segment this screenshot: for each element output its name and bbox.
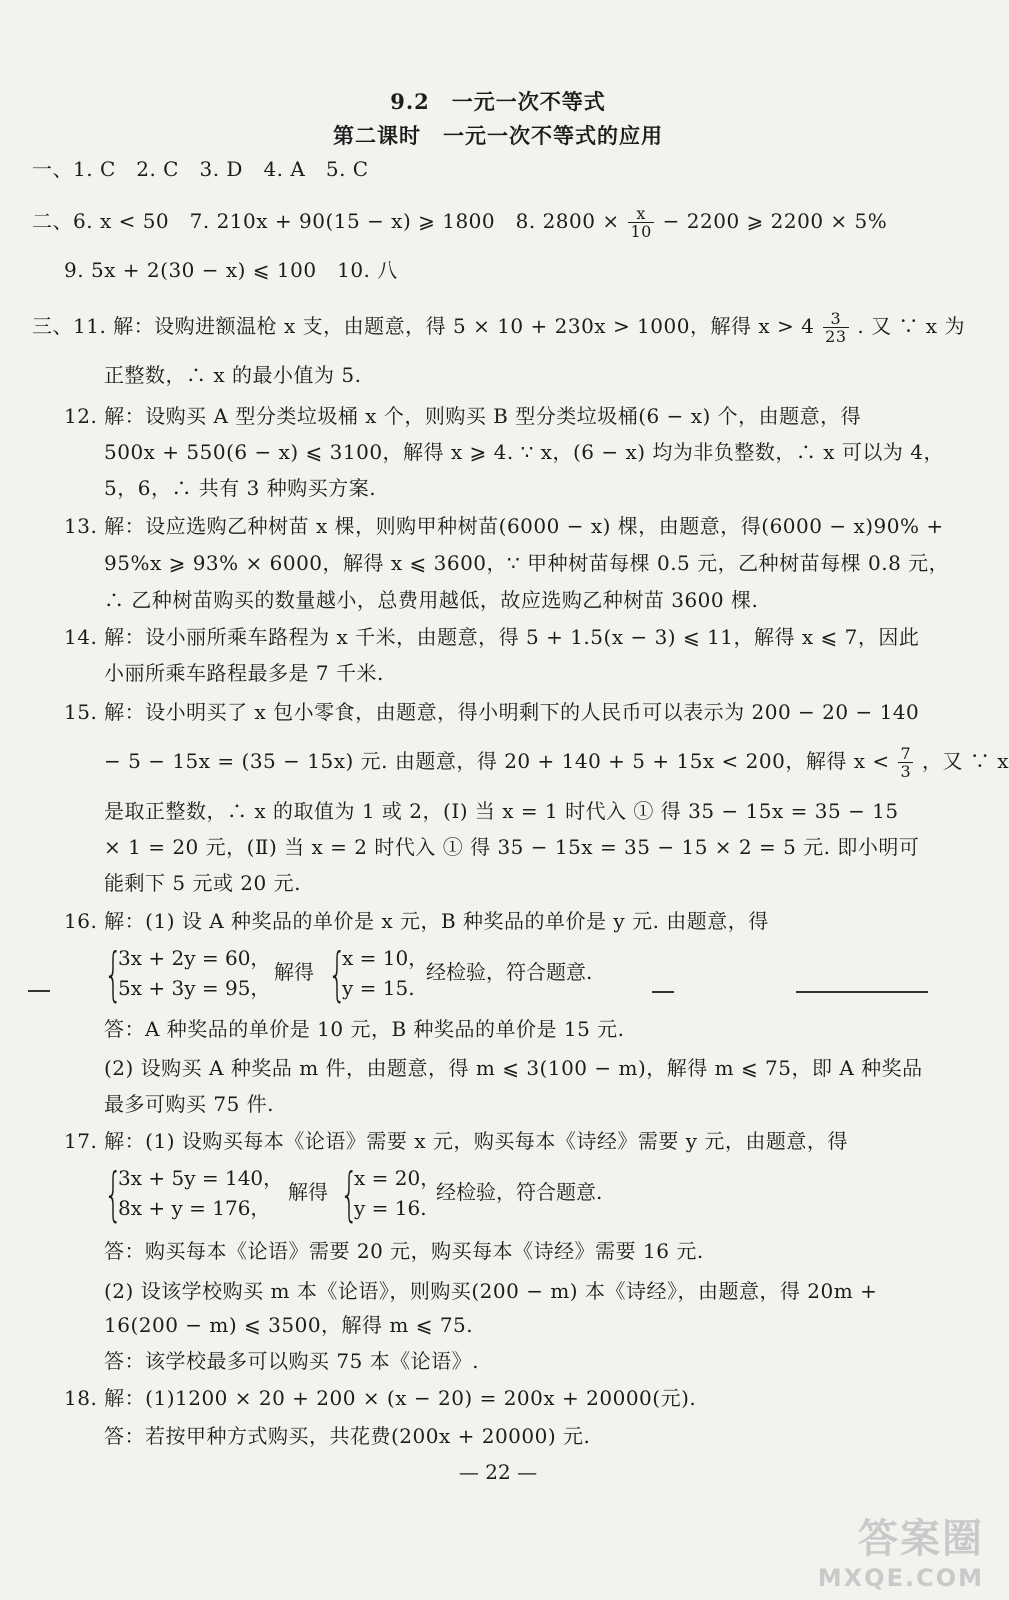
fraction-denominator: 10 xyxy=(630,222,652,241)
q17-answer-1: 答：购买每本《论语》需要 20 元，购买每本《诗经》需要 16 元. xyxy=(104,1239,704,1263)
q15-line-a: 15. 解：设小明买了 x 包小零食，由题意，得小明剩下的人民币可以表示为 200 − 20 − 140 xyxy=(64,700,920,724)
lesson-title: 第二课时 一元一次不等式的应用 xyxy=(333,123,663,148)
left-brace: { xyxy=(104,1160,123,1228)
q11-line-a xyxy=(32,310,965,345)
q17-part2-line-a: (2) 设该学校购买 m 本《论语》，则购买(200 − m) 本《诗经》，由题意，得 20m + xyxy=(104,1279,878,1303)
fraction-denominator: 23 xyxy=(825,327,847,346)
left-brace: { xyxy=(340,1160,359,1228)
fraction-denominator: 3 xyxy=(900,762,912,781)
q17-equation-system xyxy=(104,1160,664,1228)
q16-equation-1: 3x + 2y = 60， xyxy=(118,946,271,970)
q12-line-b: 500x + 550(6 − x) ⩽ 3100，解得 x ⩾ 4. ∵ x，(6 − x) 均为非负整数，∴ x 可以为 4， xyxy=(104,440,944,464)
q17-system-given xyxy=(118,1163,283,1223)
q11-line-a-pre: 三、11. 解：设购进额温枪 x 支，由题意，得 5 × 10 + 230x > 1000，解得 x > 4 xyxy=(32,314,815,338)
part2-line-a-post: − 2200 ⩾ 2200 × 5% xyxy=(662,209,888,233)
q16-part2-line-a: (2) 设购买 A 种奖品 m 件，由题意，得 m ⩽ 3(100 − m)，解得 m ⩽ 75，即 A 种奖品 xyxy=(104,1056,923,1080)
q18-line-a: 18. 解：(1)1200 × 20 + 200 × (x − 20) = 200x + 20000(元). xyxy=(64,1386,697,1410)
fraction-3-over-23 xyxy=(823,310,848,345)
q17-solution-x: x = 20， xyxy=(354,1166,441,1190)
q16-line-a: 16. 解：(1) 设 A 种奖品的单价是 x 元，B 种奖品的单价是 y 元. 由题意，得 xyxy=(64,909,769,933)
scan-mark xyxy=(652,991,674,993)
q16-solution-y: y = 15. xyxy=(342,976,415,1000)
q16-answer-1: 答：A 种奖品的单价是 10 元，B 种奖品的单价是 15 元. xyxy=(104,1017,625,1041)
q11-line-a-post: . 又 ∵ x 为 xyxy=(857,314,965,338)
fraction-7-over-3 xyxy=(898,745,913,780)
part2-line-a-pre: 二、6. x < 50 7. 210x + 90(15 − x) ⩾ 1800 8. 2800 × xyxy=(32,209,620,233)
left-brace: { xyxy=(104,940,123,1008)
watermark-text-cn: 答案圈 xyxy=(858,1516,984,1562)
fraction-x-over-10 xyxy=(628,205,653,240)
page-number: — 22 — xyxy=(458,1460,538,1484)
q16-solution-x: x = 10， xyxy=(342,946,429,970)
section-title: 9.2 一元一次不等式 xyxy=(390,89,606,114)
part2-line-b: 9. 5x + 2(30 − x) ⩽ 100 10. 八 xyxy=(64,258,398,282)
q13-line-a: 13. 解：设应选购乙种树苗 x 棵，则购甲种树苗(6000 − x) 棵，由题意，得(6000 − x)90% + xyxy=(64,514,944,538)
q15-line-b xyxy=(104,745,1009,780)
q17-part2-line-b: 16(200 − m) ⩽ 3500，解得 m ⩽ 75. xyxy=(104,1313,474,1337)
q15-line-d: × 1 = 20 元，(Ⅱ) 当 x = 2 时代入 ① 得 35 − 15x = 35 − 15 × 2 = 5 元. 即小明可 xyxy=(104,835,920,859)
q17-solution-y: y = 16. xyxy=(354,1196,427,1220)
q16-system-solution xyxy=(342,943,428,1003)
q16-system-given xyxy=(118,943,270,1003)
q15-line-b-pre: − 5 − 15x = (35 − 15x) 元. 由题意，得 20 + 140 + 5 + 15x < 200，解得 x < xyxy=(104,749,890,773)
q15-line-c: 是取正整数，∴ x 的取值为 1 或 2，(Ⅰ) 当 x = 1 时代入 ① 得 35 − 15x = 35 − 15 xyxy=(104,799,899,823)
q17-check: 经检验，符合题意. xyxy=(436,1180,603,1204)
q15-line-b-post: ，又 ∵ x xyxy=(922,749,1009,773)
q17-answer-2: 答：该学校最多可以购买 75 本《论语》. xyxy=(104,1349,480,1373)
q15-line-e: 能剩下 5 元或 20 元. xyxy=(104,871,301,895)
scan-mark xyxy=(28,990,50,992)
fraction-numerator: 3 xyxy=(823,310,848,328)
part2-line-a xyxy=(32,205,887,240)
q18-answer: 答：若按甲种方式购买，共花费(200x + 20000) 元. xyxy=(104,1424,591,1448)
q17-equation-2: 8x + y = 176， xyxy=(118,1196,271,1220)
q16-part2-line-b: 最多可购买 75 件. xyxy=(104,1092,275,1116)
q13-line-b: 95%x ⩾ 93% × 6000，解得 x ⩽ 3600，∵ 甲种树苗每棵 0.5 元，乙种树苗每棵 0.8 元， xyxy=(104,551,950,575)
q14-line-a: 14. 解：设小丽所乘车路程为 x 千米，由题意，得 5 + 1.5(x − 3) ⩽ 11，解得 x ⩽ 7，因此 xyxy=(64,625,920,649)
q14-line-b: 小丽所乘车路程最多是 7 千米. xyxy=(104,661,384,685)
q12-line-a: 12. 解：设购买 A 型分类垃圾桶 x 个，则购买 B 型分类垃圾桶(6 − x) 个，由题意，得 xyxy=(64,404,862,428)
q17-solve-word: 解得 xyxy=(288,1180,328,1204)
fraction-numerator: 7 xyxy=(900,744,912,763)
q17-line-a: 17. 解：(1) 设购买每本《论语》需要 x 元，购买每本《诗经》需要 y 元，由题意，得 xyxy=(64,1129,848,1153)
watermark-text-url: MXQE.COM xyxy=(817,1564,984,1592)
fraction-numerator: x xyxy=(628,205,653,223)
scan-mark xyxy=(796,991,928,993)
left-brace: { xyxy=(328,940,347,1008)
q16-check: 经检验，符合题意. xyxy=(426,960,593,984)
q11-line-b: 正整数，∴ x 的最小值为 5. xyxy=(104,363,362,387)
watermark-logo xyxy=(818,1507,984,1592)
q17-equation-1: 3x + 5y = 140， xyxy=(118,1166,284,1190)
q17-system-solution xyxy=(354,1163,440,1223)
q12-line-c: 5，6，∴ 共有 3 种购买方案. xyxy=(104,476,377,500)
q13-line-c: ∴ 乙种树苗购买的数量越小，总费用越低，故应选购乙种树苗 3600 棵. xyxy=(104,588,759,612)
q16-solve-word: 解得 xyxy=(274,960,314,984)
q16-equation-system xyxy=(104,940,664,1008)
part1-answers: 一、1. C 2. C 3. D 4. A 5. C xyxy=(32,157,369,181)
q16-equation-2: 5x + 3y = 95， xyxy=(118,976,271,1000)
